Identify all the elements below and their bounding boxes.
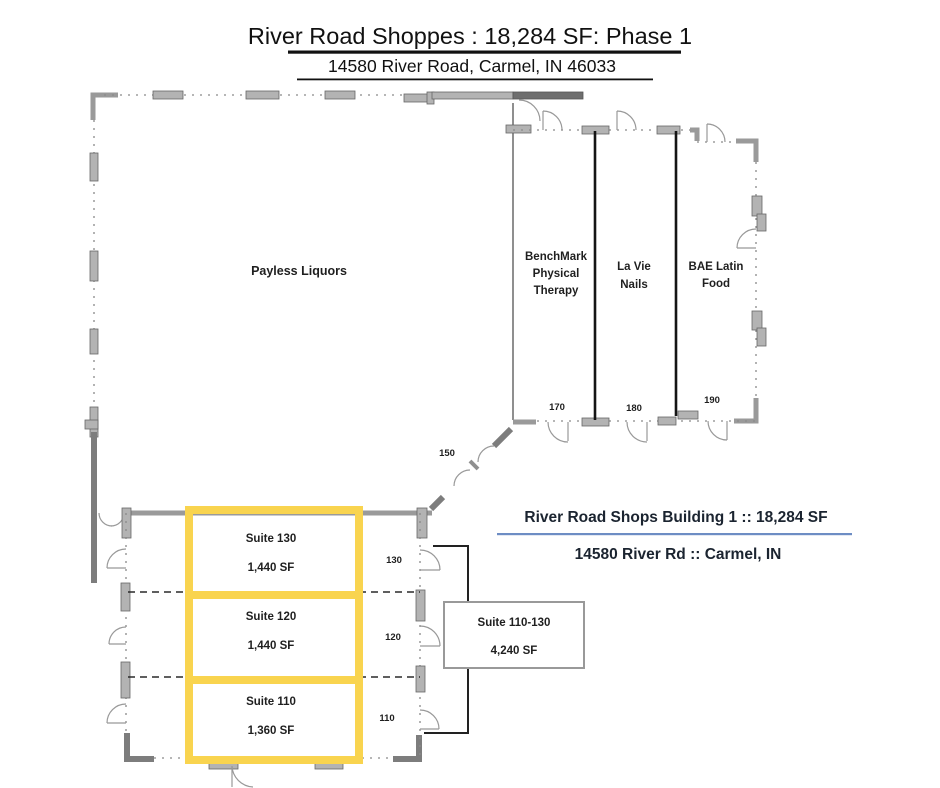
- door-arc: [737, 229, 756, 248]
- combined-suite-name: Suite 110-130: [477, 617, 551, 629]
- door-arc: [627, 422, 647, 442]
- combined-suite-sf: 4,240 SF: [490, 645, 538, 657]
- suite-120-sf: 1,440 SF: [247, 640, 295, 652]
- suite-130-highlight: [189, 510, 359, 595]
- tenant-bae-line1: BAE Latin: [688, 261, 744, 273]
- door-arc: [478, 446, 494, 462]
- tenant-bae-line2: Food: [701, 278, 731, 290]
- corridor-150-walls: [431, 429, 511, 509]
- door-arc: [107, 549, 126, 568]
- suite-130-sf: 1,440 SF: [247, 562, 295, 574]
- door-arc: [454, 470, 470, 486]
- suite-120-name: Suite 120: [245, 611, 297, 623]
- suite-110-highlight: [189, 680, 359, 760]
- suite-110-name: Suite 110: [246, 696, 296, 708]
- door-arc: [548, 422, 568, 442]
- suite-130-number: 130: [386, 555, 402, 566]
- door-arc: [519, 100, 540, 121]
- unit-190-label: 190: [704, 395, 720, 406]
- suite-120-number: 120: [385, 632, 401, 643]
- info-line1: River Road Shops Building 1 :: 18,284 SF: [524, 509, 828, 526]
- door-arc: [708, 421, 727, 440]
- info-block: [497, 509, 852, 563]
- door-arc: [543, 111, 562, 130]
- suite-120-highlight: [189, 595, 359, 680]
- door-arc: [420, 626, 440, 646]
- suite-110-number: 110: [379, 713, 395, 724]
- tenant-lavie-line1: La Vie: [617, 261, 651, 273]
- door-arc: [109, 627, 126, 644]
- info-divider: [497, 533, 852, 535]
- page-subtitle: 14580 River Road, Carmel, IN 46033: [328, 56, 616, 76]
- unit-180-label: 180: [626, 403, 642, 414]
- door-arc: [707, 124, 725, 142]
- unit-number-labels: [439, 395, 720, 459]
- entry-door-arc: [99, 513, 112, 526]
- title-underline: [288, 51, 681, 54]
- suite-110-sf: 1,360 SF: [247, 725, 295, 737]
- suite-labels: [246, 533, 402, 737]
- tenant-benchmark-line2: Physical: [532, 268, 580, 280]
- info-line2: 14580 River Rd :: Carmel, IN: [574, 546, 782, 563]
- subtitle-underline: [297, 79, 653, 81]
- door-arc: [617, 111, 636, 130]
- combined-suite-callout: [424, 546, 584, 733]
- unit-150-label: 150: [439, 448, 455, 459]
- door-arc: [107, 704, 126, 723]
- tenant-labels: [251, 251, 743, 297]
- tenant-benchmark-line1: BenchMark: [525, 251, 587, 263]
- page-title: River Road Shoppes : 18,284 SF: Phase 1: [247, 23, 693, 49]
- suite-130-name: Suite 130: [245, 533, 297, 545]
- unit-170-label: 170: [549, 402, 565, 413]
- canopy: [513, 92, 583, 99]
- highlighted-suites: [189, 510, 359, 760]
- door-arc: [420, 710, 439, 729]
- combined-suite-box: [444, 602, 584, 668]
- header: [248, 23, 692, 80]
- tenant-benchmark-line3: Therapy: [533, 285, 579, 297]
- tenant-lavie-line2: Nails: [620, 279, 648, 291]
- tenant-payless: Payless Liquors: [251, 264, 347, 278]
- door-arc: [420, 550, 440, 570]
